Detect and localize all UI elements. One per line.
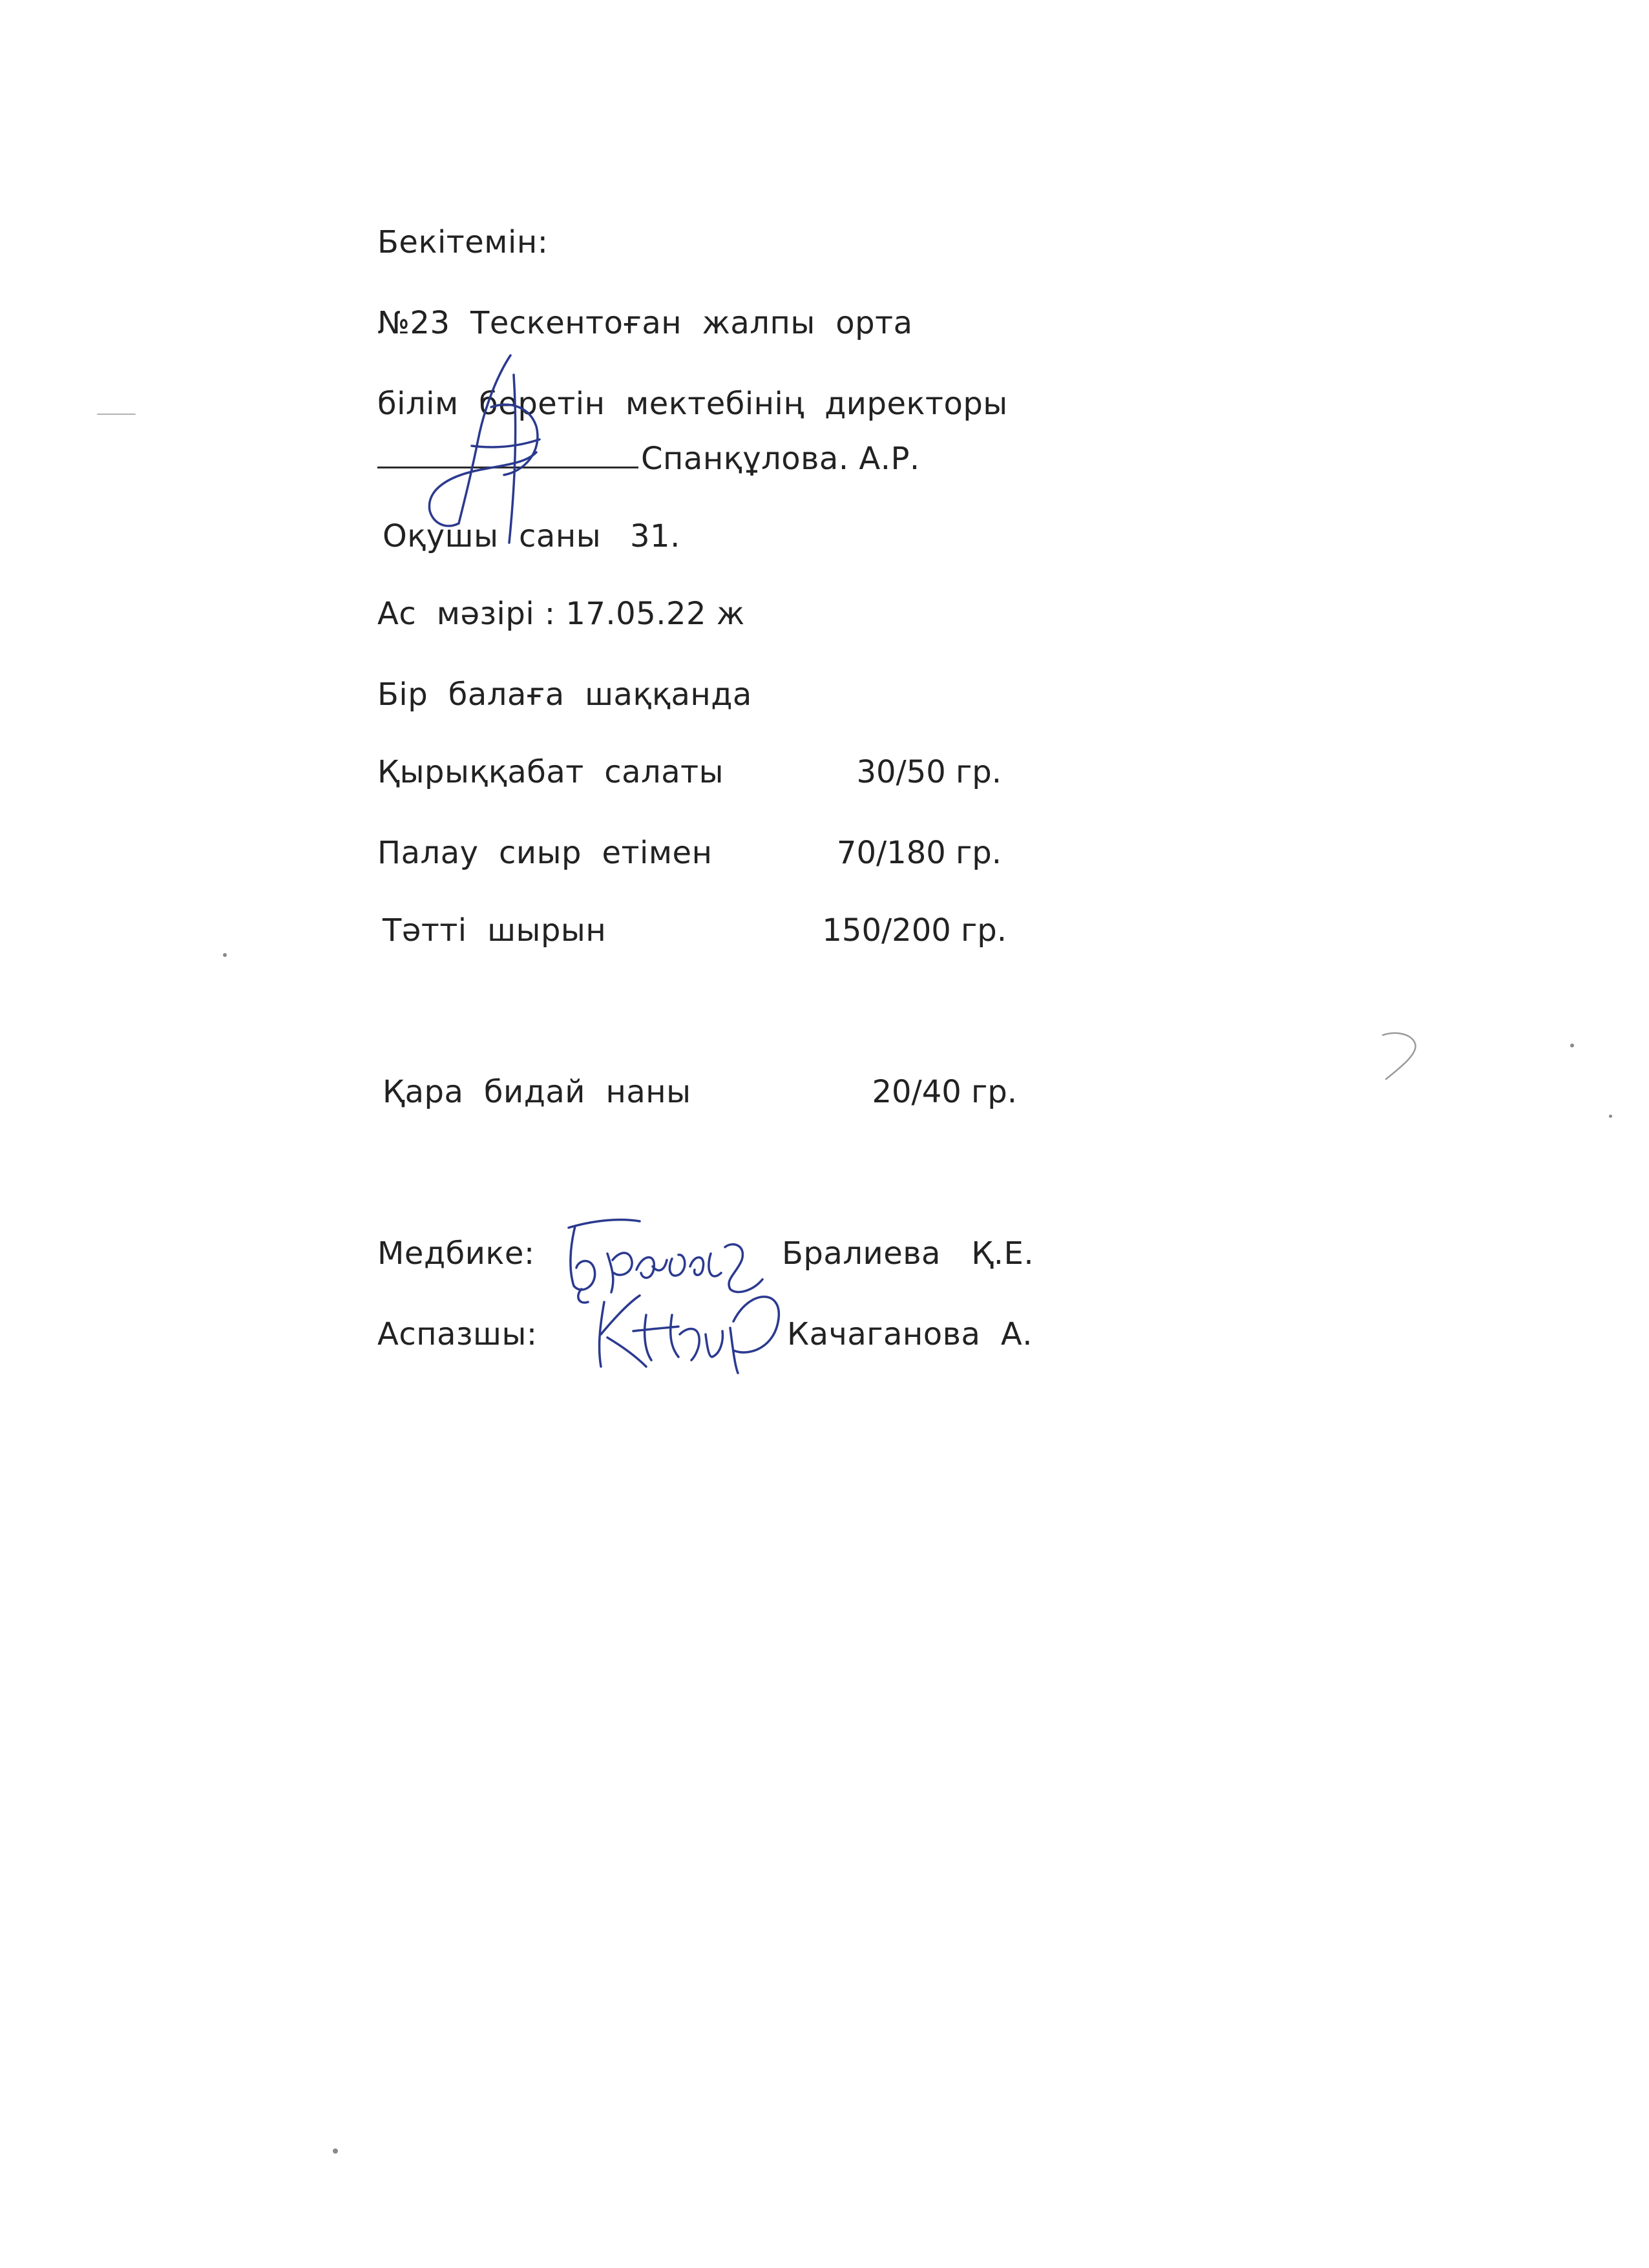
menu-item-amount: 70/180 гр. xyxy=(836,835,1002,871)
approve-label: Бекітемін: xyxy=(377,224,549,260)
nurse-label: Медбике: xyxy=(377,1235,535,1272)
menu-item-amount: 30/50 гр. xyxy=(856,754,1002,790)
scan-speck xyxy=(1570,1044,1574,1047)
menu-item-name: Қырыққабат салаты xyxy=(377,754,724,790)
nurse-signature-icon xyxy=(556,1208,775,1305)
cook-label: Аспазшы: xyxy=(377,1316,538,1352)
margin-mark-icon xyxy=(1376,1027,1428,1086)
scan-speck xyxy=(97,414,136,415)
school-line-1: №23 Тескентоған жалпы орта xyxy=(377,305,913,341)
cook-name: Качаганова А. xyxy=(787,1316,1033,1352)
school-line-2: білім беретін мектебінің директоры xyxy=(377,386,1008,422)
students-label: Оқушы саны xyxy=(383,518,602,554)
director-signature-line xyxy=(377,467,638,468)
per-child-label: Бір балаға шаққанда xyxy=(377,677,752,713)
scan-speck xyxy=(333,2148,338,2154)
menu-item-name: Тәтті шырын xyxy=(383,912,607,949)
students-count: 31. xyxy=(630,518,680,554)
scan-speck xyxy=(1609,1115,1612,1118)
cook-signature-icon xyxy=(569,1276,788,1380)
menu-item-amount: 20/40 гр. xyxy=(872,1074,1017,1110)
scan-speck xyxy=(223,953,227,957)
menu-date-label: Ас мәзірі : 17.05.22 ж xyxy=(377,596,745,632)
menu-item-amount: 150/200 гр. xyxy=(822,912,1007,949)
menu-item-name: Палау сиыр етімен xyxy=(377,835,713,871)
menu-item-name: Қара бидай наны xyxy=(383,1074,691,1110)
director-name: Спанқұлова. А.Р. xyxy=(641,441,920,477)
nurse-name: Бралиева Қ.Е. xyxy=(782,1235,1035,1272)
